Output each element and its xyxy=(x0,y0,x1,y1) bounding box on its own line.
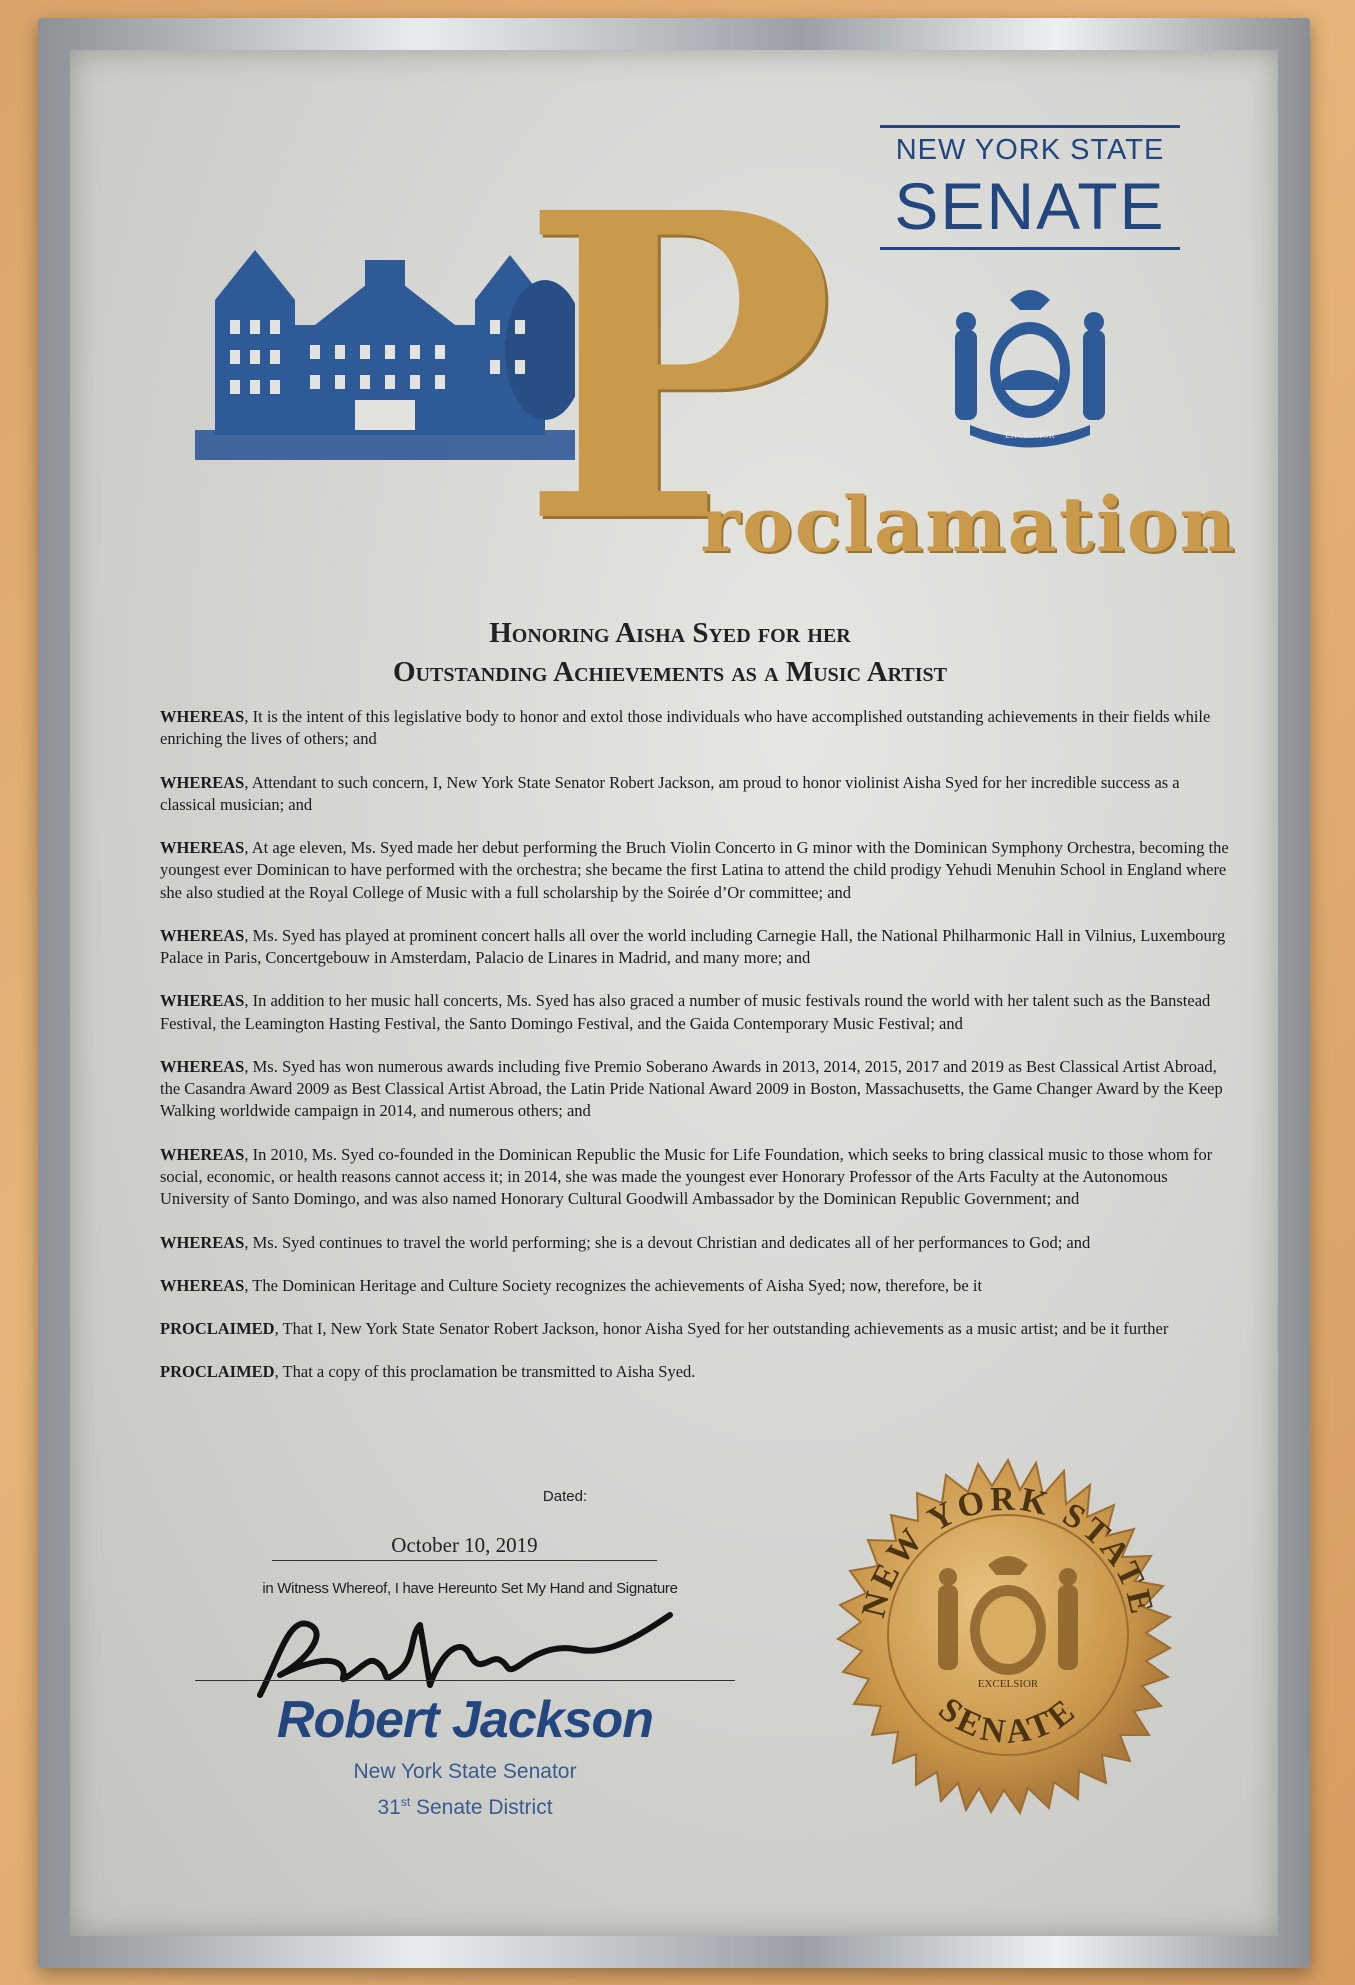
paragraph-whereas-9: WHEREAS, The Dominican Heritage and Culture Society recognizes the achievements of Aisha Syed; now, therefore, be it xyxy=(160,1275,983,1295)
title-line-1: Honoring Aisha Syed for her xyxy=(489,617,851,649)
handwritten-signature xyxy=(240,1595,690,1705)
proclamation-body xyxy=(160,706,1230,1405)
small-seal-motto: EXCELSIOR xyxy=(1005,430,1055,440)
signer-name: Robert Jackson xyxy=(276,1691,654,1749)
proclamation-heading: roclamation xyxy=(700,480,1237,569)
paragraph-whereas-5: WHEREAS, In addition to her music hall concerts, Ms. Syed has also graced a number of music festivals round the world with her talent such as the Banstead Festival, the Leamington Hasting Festival, the Santo Domingo Festival, and the Gaida Contemporary Music Festival; and xyxy=(160,991,1211,1033)
paragraph-whereas-2: WHEREAS, Attendant to such concern, I, New York State Senator Robert Jackson, am proud to honor violinist Aisha Syed for her incredible success as a classical musician; and xyxy=(160,772,1180,814)
senate-header-state: NEW YORK STATE xyxy=(895,134,1165,166)
senate-header xyxy=(880,125,1180,256)
paragraph-whereas-1: WHEREAS, It is the intent of this legislative body to honor and extol those individuals who have accomplished outstanding achievements in their fields while enriching the lives of others; and xyxy=(160,707,1211,749)
paragraph-proclaimed-1: PROCLAIMED, That I, New York State Senator Robert Jackson, honor Aisha Syed for her outstanding achievements as a music artist; and be it further xyxy=(160,1319,1169,1339)
paragraph-whereas-3: WHEREAS, At age eleven, Ms. Syed made her debut performing the Bruch Violin Concerto in G minor with the Dominican Symphony Orchestra, becoming the youngest ever Dominican to have performed with the orchestra; she became the first Latina to attend the child prodigy Yehudi Menuhin School in England where she also studied at the Royal College of Music with a full scholarship by the Soirée d’Or committee; and xyxy=(160,838,1229,902)
senate-header-title: SENATE xyxy=(894,169,1166,243)
paragraph-whereas-4: WHEREAS, Ms. Syed has played at prominent concert halls all over the world including Carnegie Hall, the National Philharmonic Hall in Vilnius, Luxembourg Palace in Paris, Concertgebouw in Amsterdam, Palacio de Linares in Madrid, and many more; and xyxy=(160,925,1226,968)
paragraph-whereas-6: WHEREAS, Ms. Syed has won numerous awards including five Premio Soberano Awards in 2013, 2014, 2015, 2017 and 2019 as Best Classical Artist Abroad, the Casandra Award 2009 as Best Classical Artist Abroad, the Latin Pride National Award 2009 in Boston, Massachusetts, the Game Changer Award by the Keep Walking worldwide campaign in 2014, and numerous others; and xyxy=(160,1056,1223,1121)
signer-district: 31st Senate District xyxy=(377,1795,553,1819)
witness-statement: in Witness Whereof, I have Hereunto Set My Hand and Signature xyxy=(262,1580,678,1597)
proclamation-date: October 10, 2019 xyxy=(272,1533,657,1561)
title-line-2: Outstanding Achievements as a Music Artist xyxy=(393,656,947,689)
gold-seal-motto: EXCELSIOR xyxy=(977,1678,1039,1690)
gold-senate-seal xyxy=(828,1455,1188,1815)
paragraph-whereas-7: WHEREAS, In 2010, Ms. Syed co-founded in the Dominican Republic the Music for Life Foundation, which seeks to bring classical music to those whom for social, economic, or health reasons cannot access it; in 2014, she was made the youngest ever Honorary Professor of the Arts Faculty at the Autonomous University of Santo Domingo, and was also named Honorary Cultural Goodwill Ambassador by the Dominican Republic Government; and xyxy=(160,1144,1213,1209)
header-rule-top xyxy=(880,125,1180,128)
gold-seal-top-text: NEW YORK STATE xyxy=(855,1480,1161,1621)
gold-seal-bottom-text: SENATE xyxy=(931,1690,1085,1752)
header-rule-bottom xyxy=(880,247,1180,250)
paragraph-proclaimed-2: PROCLAIMED, That a copy of this proclamation be transmitted to Aisha Syed. xyxy=(160,1362,696,1382)
proclamation-title xyxy=(170,614,1170,692)
signature-line xyxy=(195,1680,735,1681)
paragraph-whereas-8: WHEREAS, Ms. Syed continues to travel the world performing; she is a devout Christian and dedicates all of her performances to God; and xyxy=(160,1232,1091,1252)
capitol-building-illustration xyxy=(195,230,575,460)
signer-title: New York State Senator xyxy=(353,1760,577,1783)
state-seal-small xyxy=(940,280,1120,450)
dated-label: Dated: xyxy=(542,1488,588,1505)
proclamation-initial-letter: P xyxy=(520,123,836,616)
